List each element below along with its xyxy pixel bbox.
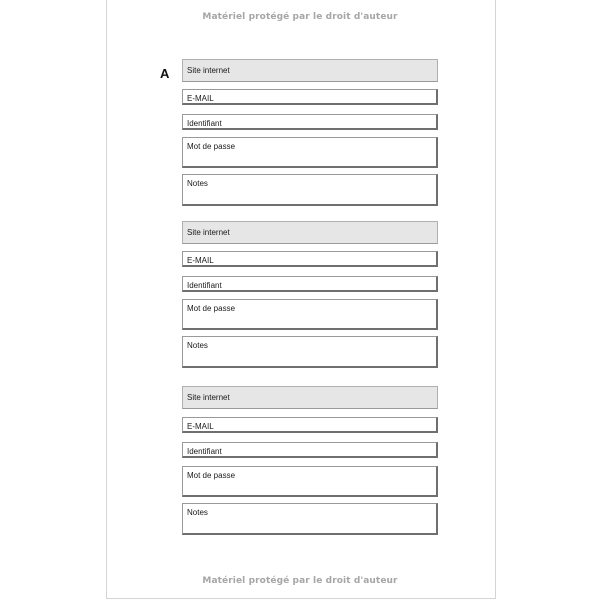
password-field[interactable] (182, 137, 438, 168)
notes-label: Notes (187, 341, 208, 350)
email-label: E-MAIL (187, 422, 214, 431)
password-label: Mot de passe (187, 142, 236, 151)
site-label: Site internet (187, 228, 230, 237)
site-field[interactable] (182, 59, 438, 82)
email-label: E-MAIL (187, 94, 214, 103)
email-field[interactable] (182, 89, 438, 105)
password-label: Mot de passe (187, 304, 236, 313)
notes-field[interactable] (182, 336, 438, 368)
site-label: Site internet (187, 66, 230, 75)
notes-label: Notes (187, 179, 208, 188)
username-field[interactable] (182, 276, 438, 292)
email-field[interactable] (182, 417, 438, 433)
username-field[interactable] (182, 442, 438, 458)
password-label: Mot de passe (187, 471, 236, 480)
notes-field[interactable] (182, 503, 438, 535)
notes-label: Notes (187, 508, 208, 517)
password-field[interactable] (182, 466, 438, 497)
password-field[interactable] (182, 299, 438, 330)
copyright-watermark-top: Matériel protégé par le droit d'auteur (202, 12, 398, 22)
site-label: Site internet (187, 393, 230, 402)
username-label: Identifiant (187, 119, 222, 128)
section-letter: A (160, 66, 170, 81)
username-label: Identifiant (187, 281, 222, 290)
site-field[interactable] (182, 221, 438, 244)
site-field[interactable] (182, 386, 438, 409)
username-field[interactable] (182, 114, 438, 130)
username-label: Identifiant (187, 447, 222, 456)
copyright-watermark-bottom: Matériel protégé par le droit d'auteur (202, 576, 398, 586)
email-label: E-MAIL (187, 256, 214, 265)
notes-field[interactable] (182, 174, 438, 206)
email-field[interactable] (182, 251, 438, 267)
